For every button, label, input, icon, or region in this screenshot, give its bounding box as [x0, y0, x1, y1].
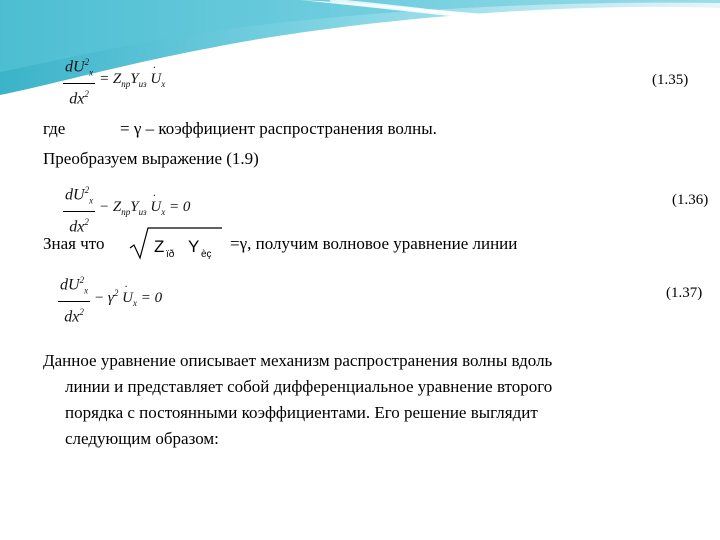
- sqrt-y: Y: [188, 237, 200, 256]
- equation-number-1-36: (1.36): [672, 192, 709, 208]
- equation-number-1-35: (1.35): [652, 72, 689, 88]
- paragraph-line-3: порядка с постоянными коэффициентами. Его решение выглядит: [65, 403, 538, 422]
- sqrt-z-sub: ïð: [166, 249, 175, 260]
- gamma-definition: = γ – коэффициент распространения волны.: [120, 119, 437, 138]
- knowing-label: Зная что: [43, 234, 105, 253]
- where-label: где: [43, 119, 66, 138]
- wave-equation-intro: =γ, получим волновое уравнение линии: [230, 234, 518, 253]
- paragraph-line-2: линии и представляет собой дифференциальное уравнение второго: [65, 377, 553, 396]
- equation-1-35: $\frac{dU^2_x}{dx^2}$ = $Z_{пр}Y_{из} \cdot U_x$: [63, 52, 165, 109]
- paragraph-line-4: следующим образом:: [65, 429, 219, 448]
- equation-number-1-37: (1.37): [666, 285, 703, 301]
- transform-line: Преобразуем выражение (1.9): [43, 149, 259, 168]
- sqrt-expression: [128, 226, 224, 262]
- description-paragraph: [43, 348, 673, 452]
- sqrt-z: Z: [154, 237, 165, 256]
- paragraph-line-1: Данное уравнение описывает механизм распространения волны вдоль: [43, 351, 553, 370]
- equation-1-36: $\frac{dU^2_x}{dx^2}$ − $Z_{пр}Y_{из} \cdot U_x = 0$: [63, 180, 190, 237]
- equation-1-37: $\frac{dU^2_x}{dx^2}$ − $\gamma^2 \cdot U_x = 0$: [58, 270, 162, 327]
- sqrt-y-sub: èç: [201, 249, 212, 260]
